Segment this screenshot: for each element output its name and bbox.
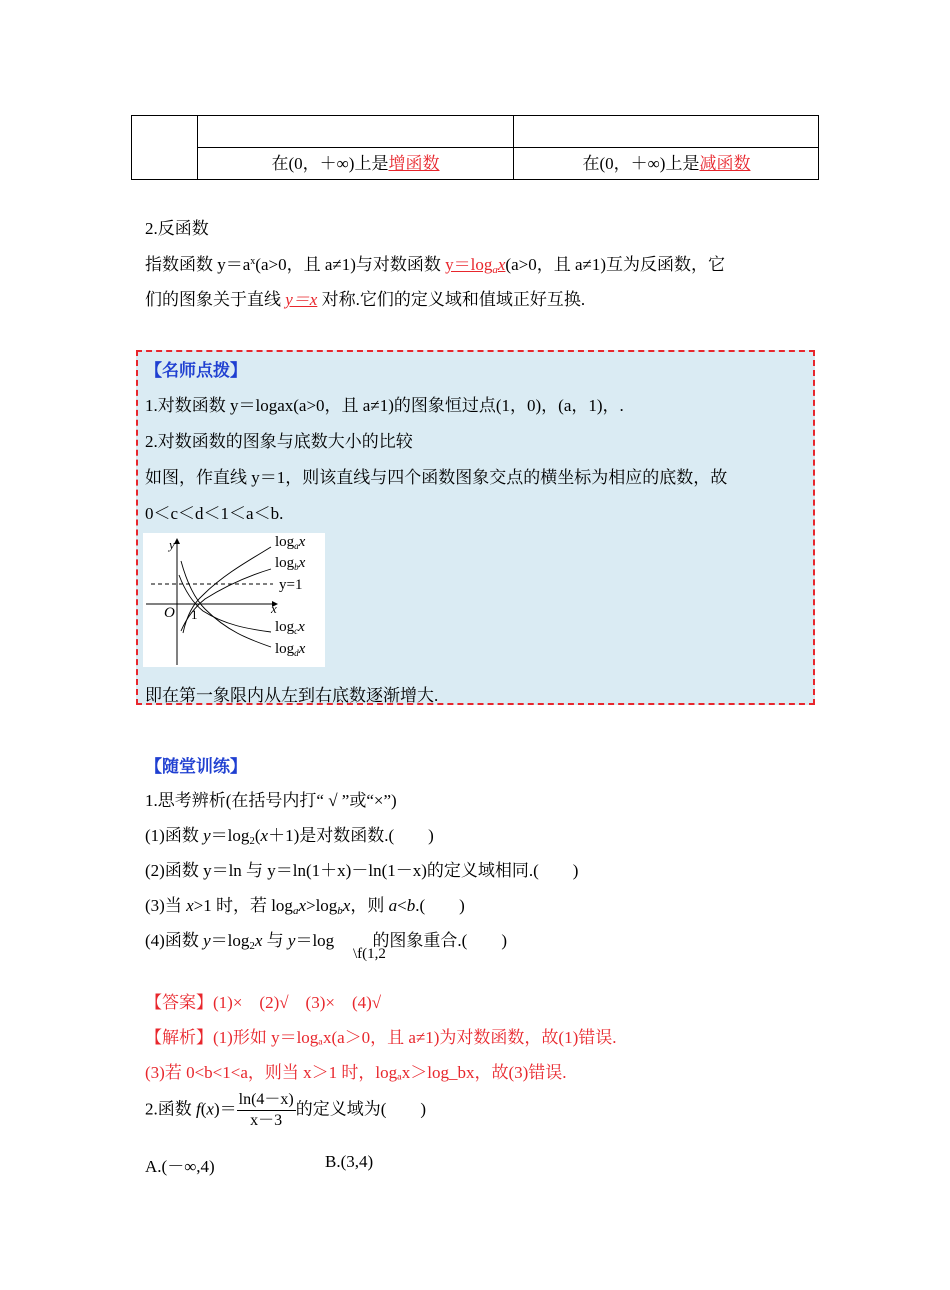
log-curves-graph xyxy=(143,533,325,667)
tips-point-1: 1.对数函数 y＝logax(a>0，且 a≠1)的图象恒过点(1，0)，(a，1)，. xyxy=(145,396,624,415)
curve-label-log-d: $\log_dx$ xyxy=(275,641,306,658)
curve-label-log-b: $\log_bx$ xyxy=(275,555,306,572)
symmetry-line-highlight: y＝x xyxy=(285,290,318,309)
tips-inequality: 0＜c＜d＜1＜a＜b. xyxy=(145,504,284,523)
tips-point-2: 2.对数函数的图象与底数大小的比较 xyxy=(145,432,413,451)
table-cell-increasing: 在(0，＋∞)上是增函数 xyxy=(271,154,440,173)
property-table xyxy=(131,115,819,180)
tips-explanation: 如图，作直线 y＝1，则该直线与四个函数图象交点的横坐标为相应的底数，故 xyxy=(145,468,728,487)
answer-line: 【答案】(1)× (2)√ (3)× (4)√ xyxy=(145,993,382,1012)
increasing-function-label: 增函数 xyxy=(388,154,440,173)
decreasing-function-label: 减函数 xyxy=(699,154,751,173)
curve-label-log-c: $\log_cx$ xyxy=(275,619,305,636)
table-cell-decreasing: 在(0，＋∞)上是减函数 xyxy=(582,154,751,173)
explanation-line-2: (3)若 0<b<1<a，则当 x＞1 时，logₐx＞log_bx，故(3)错误. xyxy=(145,1063,567,1082)
inverse-paragraph-line2: 们的图象关于直线 y＝x 对称.它们的定义域和值域正好互换. xyxy=(145,290,586,309)
graph-svg xyxy=(143,533,325,667)
x-axis-label: x xyxy=(271,601,277,616)
y1-label: y=1 xyxy=(279,577,303,593)
inverse-paragraph-line1: 指数函数 $y=a^x(a>0$，且 a≠1)与对数函数 $y=\log_ax(a>0$，且 a≠1)互为反函数，它 xyxy=(145,255,726,276)
tips-conclusion: 即在第一象限内从左到右底数逐渐增大. xyxy=(145,686,439,705)
table-divider xyxy=(197,147,818,148)
option-b[interactable]: B.(3,4) xyxy=(325,1152,374,1171)
broken-fraction-text: \f(1,2 xyxy=(353,946,386,962)
curve-label-log-a: $\log_ax$ xyxy=(275,534,306,551)
practice-title: 【随堂训练】 xyxy=(145,757,247,776)
explanation-line-1: 【解析】(1)形如 y＝logₐx(a＞0，且 a≠1)为对数函数，故(1)错误. xyxy=(145,1028,617,1047)
log-function-highlight: $y=\log_ax$ xyxy=(445,255,506,276)
question-1: 1.思考辨析(在括号内打“ √ ”或“×”) xyxy=(145,791,397,810)
question-1-1: (1)函数 $y=\log_2(x+1)$是对数函数.( ) xyxy=(145,826,434,847)
section-heading-inverse: 2.反函数 xyxy=(145,219,209,238)
question-2: 2.函数 f(x)＝ $\frac{\ln(4-x)}{x-3}$ 的定义域为( ) xyxy=(145,1091,427,1129)
option-a[interactable]: A.(－∞,4) xyxy=(145,1157,215,1176)
one-label: 1 xyxy=(191,607,198,622)
question-1-3: (3)当 x>1 时，若 $\log_ax>\log_bx$，则 a<b.( ) xyxy=(145,896,465,917)
origin-label: O xyxy=(164,605,175,621)
tips-title: 【名师点拨】 xyxy=(145,361,247,380)
y-axis-label: y xyxy=(169,537,175,552)
question-1-4: (4)函数 $y=\log_2x$ 与 y＝log 的图象重合.( ) xyxy=(145,931,508,952)
question-1-2: (2)函数 y＝ln 与 y＝ln(1＋x)－ln(1－x)的定义域相同.( ) xyxy=(145,861,579,880)
domain-fraction: $\frac{\ln(4-x)}{x-3}$ xyxy=(238,1091,294,1129)
